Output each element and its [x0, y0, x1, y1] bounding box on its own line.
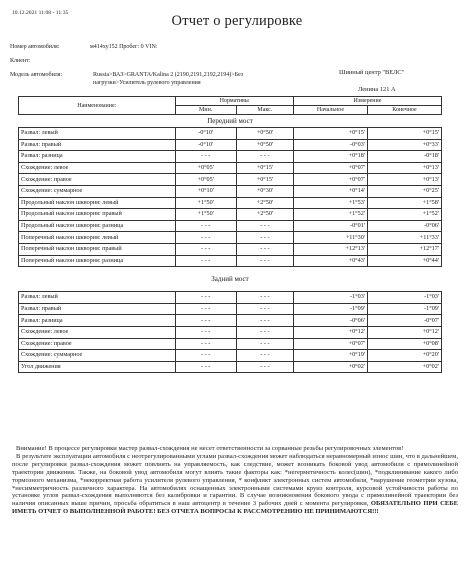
row-max: +2°50' — [236, 197, 293, 209]
row-end: +0°12' — [367, 326, 441, 338]
row-start: +0°18' — [293, 151, 367, 163]
table-row — [19, 303, 442, 315]
car-number-label: Номер автомобиля: — [10, 44, 60, 50]
col-header-max: Макс. — [236, 106, 293, 115]
row-start: +1°52' — [293, 209, 367, 221]
report-title: Отчет о регулировке — [171, 13, 303, 29]
row-max: - - - — [236, 361, 293, 373]
row-name: Развал: разница — [19, 315, 176, 327]
row-name: Схождение: правое — [19, 174, 176, 186]
row-start: +0°07' — [293, 338, 367, 350]
client-label: Клиент: — [10, 58, 31, 64]
row-start: +0°15' — [293, 128, 367, 140]
row-start: -0°01' — [293, 220, 367, 232]
table-row — [19, 243, 442, 255]
row-start: -1°09' — [293, 303, 367, 315]
row-max: - - - — [236, 220, 293, 232]
row-min: - - - — [175, 338, 236, 350]
row-end: +0°08' — [367, 338, 441, 350]
notes-block — [12, 445, 458, 516]
row-end: +0°20' — [367, 350, 441, 362]
alignment-table — [18, 96, 442, 373]
row-start: -1°03' — [293, 292, 367, 304]
row-end: +0°13' — [367, 162, 441, 174]
row-max: - - - — [236, 232, 293, 244]
row-max: +0°30' — [236, 185, 293, 197]
col-header-name: Наименование: — [19, 97, 176, 115]
row-end: +0°13' — [367, 174, 441, 186]
row-max: - - - — [236, 292, 293, 304]
row-name: Развал: левый — [19, 128, 176, 140]
row-name: Схождение: суммарное — [19, 350, 176, 362]
row-end: +0°33' — [367, 139, 441, 151]
table-row — [19, 162, 442, 174]
table-row — [19, 255, 442, 267]
row-max: +0°50' — [236, 139, 293, 151]
row-start: -0°06' — [293, 315, 367, 327]
row-end: +0°44' — [367, 255, 441, 267]
row-end: +0°02' — [367, 361, 441, 373]
row-max: - - - — [236, 243, 293, 255]
row-end: +11°33' — [367, 232, 441, 244]
row-max: - - - — [236, 303, 293, 315]
row-end: -1°09' — [367, 303, 441, 315]
row-start: +0°07' — [293, 162, 367, 174]
shop-name: Шинный центр "ВЕЛС" — [339, 69, 405, 76]
row-end: +0°25' — [367, 185, 441, 197]
row-name: Продольный наклон шкворня: правый — [19, 209, 176, 221]
row-end: -0°06' — [367, 220, 441, 232]
notes-warning: Внимание! В процессе регулировки мастер развал-схождения не несет ответственности за сорванные резьбы регулировочных элементов! — [16, 445, 404, 452]
notes-bold-warning: ОБЯЗАТЕЛЬНО ПРИ СЕБЕ ИМЕТЬ ОТЧЕТ О ВЫПОЛНЕННОЙ РАБОТЕ! БЕЗ ОТЧЕТА ВОПРОСЫ К РАССМОТРЕНИЮ НЕ ПРИНИМАЮТСЯ!!! — [12, 500, 459, 516]
row-min: +0°05' — [175, 162, 236, 174]
row-start: +1°53' — [293, 197, 367, 209]
row-max: - - - — [236, 338, 293, 350]
row-min: - - - — [175, 292, 236, 304]
report-timestamp: 10.12.2021 11:08 - 11:35 — [12, 10, 69, 16]
row-name: Развал: левый — [19, 292, 176, 304]
row-start: +0°14' — [293, 185, 367, 197]
table-row — [19, 315, 442, 327]
row-name: Развал: разница — [19, 151, 176, 163]
row-min: -0°10' — [175, 139, 236, 151]
row-min: - - - — [175, 255, 236, 267]
row-start: +0°07' — [293, 174, 367, 186]
row-min: +0°10' — [175, 185, 236, 197]
section-title-front: Передний мост — [207, 117, 253, 125]
row-end: -0°07' — [367, 315, 441, 327]
row-start: +0°12' — [293, 326, 367, 338]
row-min: - - - — [175, 151, 236, 163]
row-max: +0°15' — [236, 174, 293, 186]
row-max: +2°50' — [236, 209, 293, 221]
table-row — [19, 185, 442, 197]
table-row — [19, 139, 442, 151]
table-row — [19, 326, 442, 338]
table-row — [19, 220, 442, 232]
row-name: Продольный наклон шкворня: разница — [19, 220, 176, 232]
row-name: Схождение: правое — [19, 338, 176, 350]
car-number-value: м414ху152 Пробег: 0 VIN: — [90, 44, 158, 50]
table-row — [19, 128, 442, 140]
row-name: Поперечный наклон шкворня: правый — [19, 243, 176, 255]
row-end: -0°18' — [367, 151, 441, 163]
table-row — [19, 197, 442, 209]
row-start: +12°13' — [293, 243, 367, 255]
row-max: - - - — [236, 151, 293, 163]
row-start: +0°02' — [293, 361, 367, 373]
row-end: +1°58' — [367, 197, 441, 209]
row-min: - - - — [175, 315, 236, 327]
row-end: +12°17' — [367, 243, 441, 255]
row-min: - - - — [175, 361, 236, 373]
row-min: +1°50' — [175, 209, 236, 221]
row-start: +11°30' — [293, 232, 367, 244]
row-name: Схождение: суммарное — [19, 185, 176, 197]
row-min: - - - — [175, 243, 236, 255]
row-min: - - - — [175, 232, 236, 244]
row-max: - - - — [236, 326, 293, 338]
row-end: -1°03' — [367, 292, 441, 304]
row-end: +1°52' — [367, 209, 441, 221]
row-name: Развал: правый — [19, 139, 176, 151]
model-label: Модель автомобиля: — [10, 72, 63, 78]
notes-body-text: В результате эксплуатации автомобиля с неотрегулированными углами развал-схождения может наблюдаться неравномерный износ шин, что в дальнейшем, после регулировки развал-схождения может повлиять на управляемость, как следствие, может возникать боковой увод автомобиля с прямолинейной траектории движения. Также, на боковой увод автомобиля могут влиять такие факторы как: *негерметичность колес(шин), *подклинивание какого либо тормозного механизма, *некорректная работа усилителя рулевого управления, * конфликт электронных систем автомобиля, *нарушение геометрии кузова, *несимметричность различного характера. На автомобилях оснащенных электронными системами круиз контроля, курсовой устойчивости работы по установке углов развал-схождения выполняются без калибровки и гарантии. В случае возникновения бокового увода с прямолинейной траектории без наличия описанных выше причин, просьба обратиться в наш автоцентр в течение 3 рабочих дней с момента регулировки, — [12, 452, 458, 508]
row-min: +1°50' — [175, 197, 236, 209]
table-row — [19, 209, 442, 221]
row-max: - - - — [236, 315, 293, 327]
table-row — [19, 361, 442, 373]
shop-address: Ленина 121 А — [358, 86, 396, 93]
table-row — [19, 151, 442, 163]
model-value-line1: Russia>ВАЗ>GRANTA/Kalina 2 (2190,2191,2192,2194)>Без — [93, 72, 244, 78]
col-header-measure: Измерение — [293, 97, 441, 106]
table-row — [19, 350, 442, 362]
table-row — [19, 232, 442, 244]
table-row — [19, 338, 442, 350]
row-max: - - - — [236, 255, 293, 267]
row-min: - - - — [175, 303, 236, 315]
row-name: Схождение: левое — [19, 162, 176, 174]
row-name: Поперечный наклон шкворня: разница — [19, 255, 176, 267]
row-min: - - - — [175, 350, 236, 362]
col-header-norms: Нормативы — [175, 97, 293, 106]
notes-body — [12, 453, 458, 516]
row-min: -0°10' — [175, 128, 236, 140]
row-min: +0°05' — [175, 174, 236, 186]
row-start: +0°19' — [293, 350, 367, 362]
row-name: Развал: правый — [19, 303, 176, 315]
section-title-rear: Задний мост — [211, 275, 249, 284]
row-start: +0°43' — [293, 255, 367, 267]
row-name: Схождение: левое — [19, 326, 176, 338]
col-header-end: Конечное — [367, 106, 441, 115]
table-row — [19, 174, 442, 186]
row-min: - - - — [175, 220, 236, 232]
col-header-min: Мин. — [175, 106, 236, 115]
model-value-line2: нагрузки>Усилитель рулевого управления — [93, 80, 201, 86]
row-max: - - - — [236, 350, 293, 362]
row-min: - - - — [175, 326, 236, 338]
row-max: +0°50' — [236, 128, 293, 140]
row-name: Продольный наклон шкворня: левый — [19, 197, 176, 209]
col-header-start: Начальное — [293, 106, 367, 115]
row-name: Поперечный наклон шкворня: левый — [19, 232, 176, 244]
row-name: Угол движения — [19, 361, 176, 373]
row-max: +0°15' — [236, 162, 293, 174]
row-start: -0°03' — [293, 139, 367, 151]
row-end: +0°15' — [367, 128, 441, 140]
table-row — [19, 292, 442, 304]
